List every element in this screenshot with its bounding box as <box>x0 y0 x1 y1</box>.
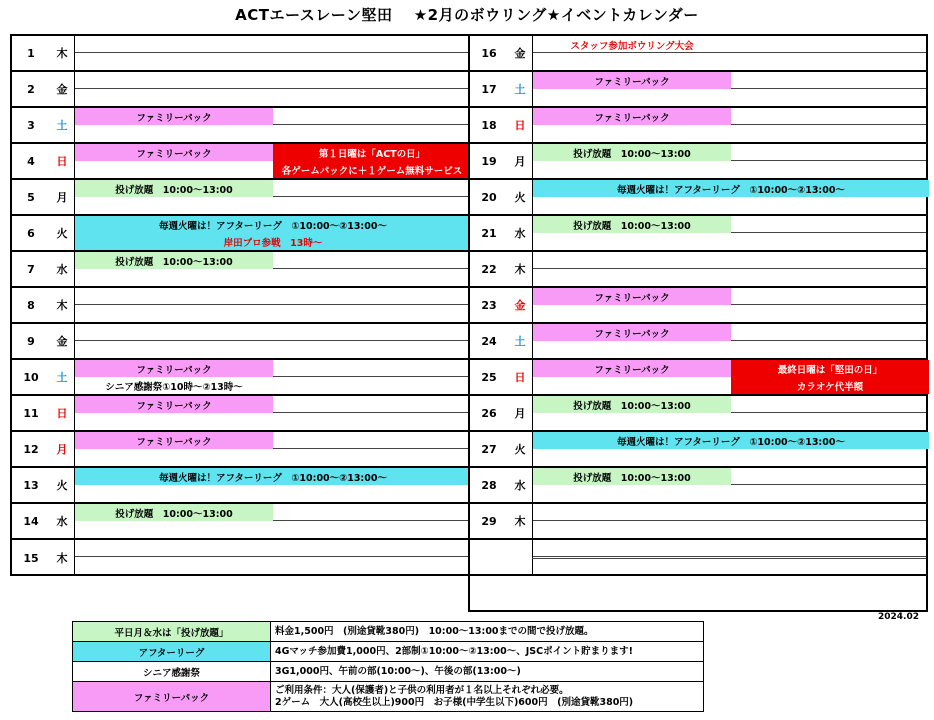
event-slot-bot <box>75 53 468 70</box>
day-number: 10 <box>23 370 39 384</box>
day-row <box>12 216 468 252</box>
day-of-week: 月 <box>56 191 68 204</box>
event: 投げ放題 10:00～13:00 <box>75 252 273 269</box>
event-slot-bot <box>533 125 926 142</box>
day-row <box>470 396 926 432</box>
day-number: 4 <box>27 154 35 168</box>
legend-label: シニア感謝祭 <box>73 662 271 682</box>
day-of-week: 月 <box>56 443 68 456</box>
legend-row <box>73 682 704 712</box>
event-slot-top <box>75 288 468 305</box>
event: ファミリーパック <box>533 72 731 89</box>
day-of-week: 金 <box>514 47 526 60</box>
event-slot-top <box>533 396 926 413</box>
event-slot-bot <box>75 305 468 322</box>
day-number: 23 <box>481 298 497 312</box>
day-number: 19 <box>481 154 497 168</box>
day-events <box>532 36 926 70</box>
legend-description <box>271 662 704 682</box>
day-of-week: 火 <box>514 443 526 456</box>
day-number: 24 <box>481 334 497 348</box>
event-slot-top <box>533 432 926 449</box>
day-events <box>532 288 926 322</box>
event-slot-bot <box>75 413 468 430</box>
day-events <box>74 252 468 286</box>
event: 投げ放題 10:00～13:00 <box>533 144 731 161</box>
event: スタッフ参加ボウリング大会 <box>570 40 694 52</box>
day-row <box>470 432 926 468</box>
day-number: 15 <box>23 551 39 565</box>
blank-rule <box>532 558 926 559</box>
day-row <box>470 108 926 144</box>
day-number: 20 <box>481 190 497 204</box>
event-slot-bot <box>75 233 468 250</box>
day-events <box>532 72 926 106</box>
day-number: 12 <box>23 442 39 456</box>
day-of-week: 火 <box>56 479 68 492</box>
event-slot-bot <box>533 89 926 106</box>
day-events <box>532 108 926 142</box>
day-row <box>470 288 926 324</box>
event-slot-bot <box>533 413 926 430</box>
event-slot-bot <box>533 305 926 322</box>
event: ファミリーパック <box>533 324 731 341</box>
day-of-week: 木 <box>56 552 68 565</box>
day-row <box>12 504 468 540</box>
day-of-week: 日 <box>514 371 526 384</box>
event: 第１日曜は「ACTの日」 <box>273 144 471 161</box>
event-slot-top <box>75 324 468 341</box>
day-events <box>532 144 926 178</box>
day-events <box>532 252 926 286</box>
day-row <box>12 324 468 360</box>
event: 最終日曜は「堅田の日」 <box>731 360 929 377</box>
event: 毎週火曜は！アフターリーグ ①10:00～②13:00～ <box>75 216 471 233</box>
day-events <box>74 324 468 358</box>
event: 毎週火曜は！アフターリーグ ①10:00～②13:00～ <box>75 468 471 485</box>
event: ファミリーパック <box>75 144 273 161</box>
legend-line: 3G1,000円、午前の部(10:00～)、午後の部(13:00～) <box>275 665 521 677</box>
day-number: 25 <box>481 370 497 384</box>
event-slot-bot <box>533 161 926 178</box>
event-slot-top <box>75 468 468 485</box>
day-row <box>470 468 926 504</box>
day-of-week: 木 <box>514 263 526 276</box>
event: シニア感謝祭①10時～②13時～ <box>105 381 243 393</box>
event-slot-top <box>75 180 468 197</box>
event: 投げ放題 10:00～13:00 <box>533 468 731 485</box>
event-slot-top <box>75 396 468 413</box>
event: ファミリーパック <box>75 108 273 125</box>
event-slot-top <box>75 36 468 53</box>
day-events <box>74 72 468 106</box>
day-of-week <box>508 540 532 574</box>
event-slot-top <box>533 252 926 269</box>
day-events <box>74 180 468 214</box>
event-slot-bot <box>75 521 468 538</box>
event-slot-top <box>533 324 926 341</box>
day-events <box>532 468 926 502</box>
legend-label: アフターリーグ <box>73 642 271 662</box>
day-of-week: 水 <box>514 227 526 240</box>
event: カラオケ代半額 <box>731 377 929 394</box>
day-number: 27 <box>481 442 497 456</box>
legend-line: 2ゲーム 大人(高校生以上)900円 お子様(中学生以下)600円 (別途貸靴380円) <box>275 696 634 708</box>
day-row <box>470 360 926 396</box>
day-of-week: 月 <box>514 407 526 420</box>
day-number: 5 <box>27 190 35 204</box>
day-of-week: 日 <box>56 407 68 420</box>
day-of-week: 金 <box>56 83 68 96</box>
legend-row <box>73 642 704 662</box>
day-number: 13 <box>23 478 39 492</box>
day-events <box>532 180 926 214</box>
day-of-week: 金 <box>514 299 526 312</box>
event-slot-bot <box>75 269 468 286</box>
event-slot-bot <box>75 161 468 178</box>
day-of-week: 土 <box>56 119 68 132</box>
day-number: 29 <box>481 514 497 528</box>
event-slot-top <box>75 504 468 521</box>
event-slot-top <box>533 180 926 197</box>
day-events <box>74 504 468 538</box>
legend-line: 4Gマッチ参加費1,000円、2部制①10:00～②13:00～、JSCポイント貯まります! <box>275 645 633 657</box>
legend-description <box>271 642 704 662</box>
day-row <box>470 252 926 288</box>
day-number: 28 <box>481 478 497 492</box>
day-row <box>12 360 468 396</box>
event: 毎週火曜は！アフターリーグ ①10:00～②13:00～ <box>533 432 929 449</box>
event: 投げ放題 10:00～13:00 <box>533 216 731 233</box>
event: 岸田プロ参戦 13時～ <box>75 233 471 250</box>
day-row <box>12 288 468 324</box>
day-of-week: 木 <box>56 299 68 312</box>
day-number: 26 <box>481 406 497 420</box>
legend-label: ファミリーパック <box>73 682 271 712</box>
day-events <box>74 216 468 250</box>
day-number: 6 <box>27 226 35 240</box>
day-of-week: 火 <box>514 191 526 204</box>
legend-row <box>73 662 704 682</box>
event-slot-bot <box>533 233 926 250</box>
event-slot-top <box>533 288 926 305</box>
day-events <box>532 504 926 538</box>
day-row <box>12 468 468 504</box>
event: 投げ放題 10:00～13:00 <box>75 504 273 521</box>
day-row <box>470 180 926 216</box>
day-row <box>12 540 468 576</box>
event-slot-top <box>533 216 926 233</box>
event-slot-top <box>75 144 468 161</box>
day-number: 8 <box>27 298 35 312</box>
event-slot-bot <box>533 269 926 286</box>
day-row <box>12 396 468 432</box>
day-events <box>74 144 468 178</box>
day-row <box>470 324 926 360</box>
day-row <box>12 180 468 216</box>
event-slot-top <box>533 360 926 377</box>
day-events <box>74 360 468 394</box>
day-events <box>74 108 468 142</box>
day-of-week: 月 <box>514 155 526 168</box>
event-slot-bot <box>533 53 926 70</box>
event-slot-bot <box>75 377 468 394</box>
day-of-week: 火 <box>56 227 68 240</box>
day-of-week: 日 <box>56 155 68 168</box>
event-slot-bot <box>533 557 926 574</box>
day-number: 7 <box>27 262 35 276</box>
day-events <box>74 432 468 466</box>
day-of-week: 木 <box>56 47 68 60</box>
day-events <box>532 216 926 250</box>
event-slot-top <box>75 540 468 557</box>
event-slot-bot <box>75 449 468 466</box>
event-slot-bot <box>533 377 926 394</box>
event-slot-top <box>75 216 468 233</box>
event-slot-bot <box>533 197 926 214</box>
day-of-week: 土 <box>514 335 526 348</box>
day-row <box>470 504 926 540</box>
event: ファミリーパック <box>75 360 273 377</box>
event-slot-top <box>533 108 926 125</box>
day-number: 9 <box>27 334 35 348</box>
event: 各ゲームパックに＋１ゲーム無料サービス <box>273 161 471 178</box>
day-events <box>74 540 468 576</box>
event: 毎週火曜は！アフターリーグ ①10:00～②13:00～ <box>533 180 929 197</box>
event-slot-top <box>533 540 926 557</box>
event-slot-top <box>75 72 468 89</box>
legend-line: ご利用条件：大人(保護者)と子供の利用者が１名以上それぞれ必要。 <box>275 684 569 696</box>
day-row <box>12 252 468 288</box>
event-slot-bot <box>75 341 468 358</box>
day-number: 2 <box>27 82 35 96</box>
event-slot-bot <box>533 521 926 538</box>
event-slot-top <box>75 108 468 125</box>
calendar-left <box>10 34 470 576</box>
day-events <box>532 360 926 394</box>
day-row <box>470 72 926 108</box>
page-title: ACTエースレーン堅田 ★2月のボウリング★イベントカレンダー <box>235 6 699 24</box>
day-events <box>74 396 468 430</box>
event-slot-top <box>75 252 468 269</box>
event-slot-bot <box>533 449 926 466</box>
day-row <box>470 36 926 72</box>
calendar-right <box>468 34 928 612</box>
event-slot-bot <box>533 341 926 358</box>
legend-description <box>271 622 704 642</box>
day-of-week: 水 <box>56 515 68 528</box>
day-of-week: 土 <box>56 371 68 384</box>
day-row <box>12 144 468 180</box>
legend-table <box>72 621 704 712</box>
day-events <box>74 288 468 322</box>
day-row <box>12 108 468 144</box>
day-events <box>532 540 926 574</box>
event-slot-top <box>75 432 468 449</box>
day-row <box>470 216 926 252</box>
event-slot-bot <box>75 125 468 142</box>
day-of-week: 金 <box>56 335 68 348</box>
event-slot-top <box>533 36 926 53</box>
day-number: 18 <box>481 118 497 132</box>
event: ファミリーパック <box>75 396 273 413</box>
event-slot-bot <box>75 557 468 574</box>
day-number: 3 <box>27 118 35 132</box>
day-events <box>74 36 468 70</box>
event-slot-top <box>533 144 926 161</box>
day-events <box>532 396 926 430</box>
day-number: 17 <box>481 82 497 96</box>
day-row <box>470 144 926 180</box>
legend-description <box>271 682 704 712</box>
day-row <box>12 432 468 468</box>
day-of-week: 水 <box>56 263 68 276</box>
event-slot-top <box>75 360 468 377</box>
day-number: 16 <box>481 46 497 60</box>
day-number: 22 <box>481 262 497 276</box>
event: 投げ放題 10:00～13:00 <box>75 180 273 197</box>
event: ファミリーパック <box>75 432 273 449</box>
day-events <box>532 324 926 358</box>
event: ファミリーパック <box>533 108 731 125</box>
day-of-week: 日 <box>514 119 526 132</box>
event-slot-bot <box>533 485 926 502</box>
day-number: 11 <box>23 406 39 420</box>
day-row <box>12 36 468 72</box>
event: ファミリーパック <box>533 360 731 377</box>
year-code: 2024.02 <box>878 612 919 622</box>
legend-line: 料金1,500円 (別途貸靴380円) 10:00～13:00までの間で投げ放題。 <box>275 625 594 637</box>
day-of-week: 土 <box>514 83 526 96</box>
day-of-week: 水 <box>514 479 526 492</box>
event-slot-bot <box>75 89 468 106</box>
day-number: 14 <box>23 514 39 528</box>
event-slot-top <box>533 468 926 485</box>
event: 投げ放題 10:00～13:00 <box>533 396 731 413</box>
day-events <box>74 468 468 502</box>
day-events <box>532 432 926 466</box>
event-slot-bot <box>75 485 468 502</box>
day-number: 1 <box>27 46 35 60</box>
event: ファミリーパック <box>533 288 731 305</box>
legend-row <box>73 622 704 642</box>
event-slot-top <box>533 72 926 89</box>
event-slot-bot <box>75 197 468 214</box>
day-number <box>470 540 508 574</box>
day-row <box>12 72 468 108</box>
day-of-week: 木 <box>514 515 526 528</box>
event-slot-top <box>533 504 926 521</box>
day-number: 21 <box>481 226 497 240</box>
legend-label: 平日月＆水は「投げ放題」 <box>73 622 271 642</box>
